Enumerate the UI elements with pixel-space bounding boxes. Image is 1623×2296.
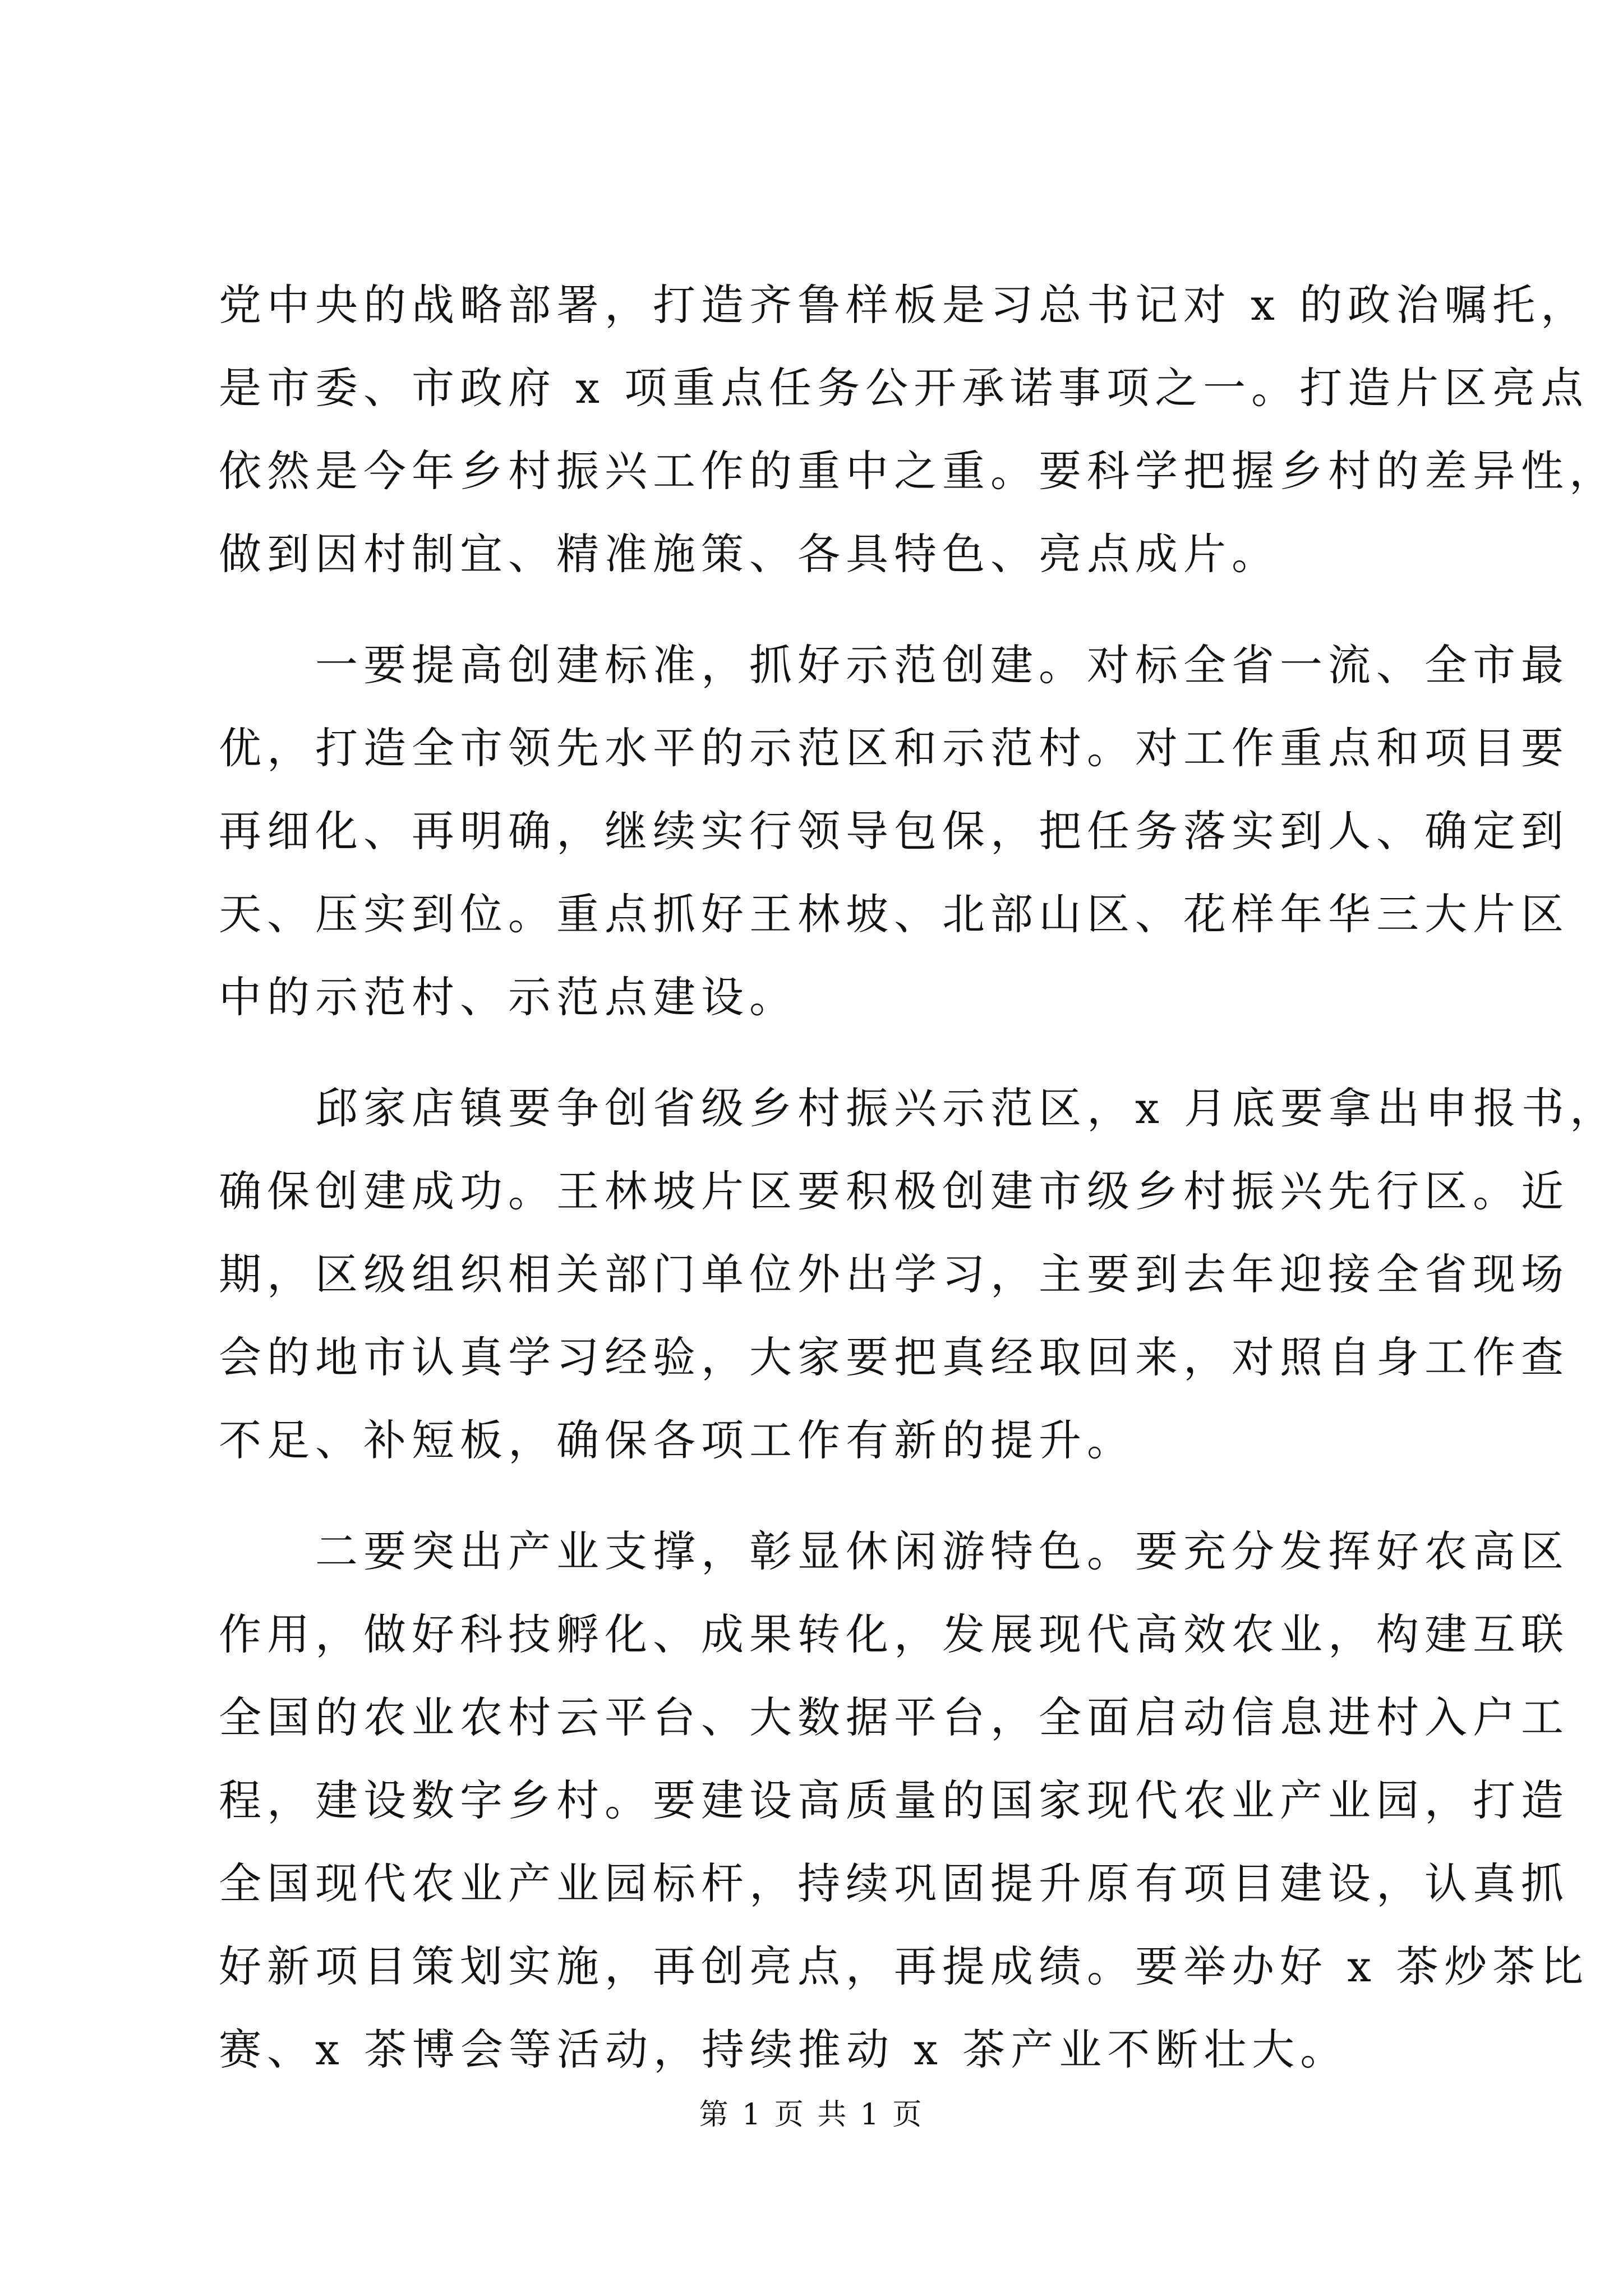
text-line: 中的示范村、示范点建设。: [219, 972, 797, 1022]
text-line: 党中央的战略部署，打造齐鲁样板是习总书记对 x 的政治嘱托，: [219, 280, 1589, 330]
text-line: 邱家店镇要争创省级乡村振兴示范区，x 月底要拿出申报书，: [219, 1083, 1619, 1133]
text-line: 是市委、市政府 x 项重点任务公开承诺事项之一。打造片区亮点: [219, 363, 1589, 413]
text-line: 会的地市认真学习经验，大家要把真经取回来，对照自身工作查: [219, 1332, 1569, 1382]
text-line: 全国现代农业产业园标杆，持续巩固提升原有项目建设，认真抓: [219, 1858, 1569, 1908]
text-line: 再细化、再明确，继续实行领导包保，把任务落实到人、确定到: [219, 806, 1569, 856]
text-line: 依然是今年乡村振兴工作的重中之重。要科学把握乡村的差异性，: [219, 446, 1617, 496]
text-line: 作用，做好科技孵化、成果转化，发展现代高效农业，构建互联: [219, 1609, 1569, 1659]
text-line: 好新项目策划实施，再创亮点，再提成绩。要举办好 x 茶炒茶比: [219, 1941, 1589, 1991]
text-line: 程，建设数字乡村。要建设高质量的国家现代农业产业园，打造: [219, 1775, 1569, 1825]
text-line: 天、压实到位。重点抓好王林坡、北部山区、花样年华三大片区: [219, 889, 1569, 939]
text-line: 二要突出产业支撑，彰显休闲游特色。要充分发挥好农高区: [219, 1526, 1569, 1576]
text-line: 做到因村制宜、精准施策、各具特色、亮点成片。: [219, 529, 1280, 579]
text-line: 不足、补短板，确保各项工作有新的提升。: [219, 1415, 1135, 1465]
text-line: 赛、x 茶博会等活动，持续推动 x 茶产业不断壮大。: [219, 2024, 1349, 2074]
document-body: [219, 264, 1619, 2091]
text-line: 期，区级组织相关部门单位外出学习，主要到去年迎接全省现场: [219, 1249, 1569, 1299]
text-line: 一要提高创建标准，抓好示范创建。对标全省一流、全市最: [219, 640, 1569, 690]
text-line: 优，打造全市领先水平的示范区和示范村。对工作重点和项目要: [219, 723, 1569, 773]
text-line: 确保创建成功。王林坡片区要积极创建市级乡村振兴先行区。近: [219, 1166, 1569, 1216]
text-line: 全国的农业农村云平台、大数据平台，全面启动信息进村入户工: [219, 1692, 1569, 1742]
page-footer: 第 1 页 共 1 页: [699, 2098, 924, 2132]
